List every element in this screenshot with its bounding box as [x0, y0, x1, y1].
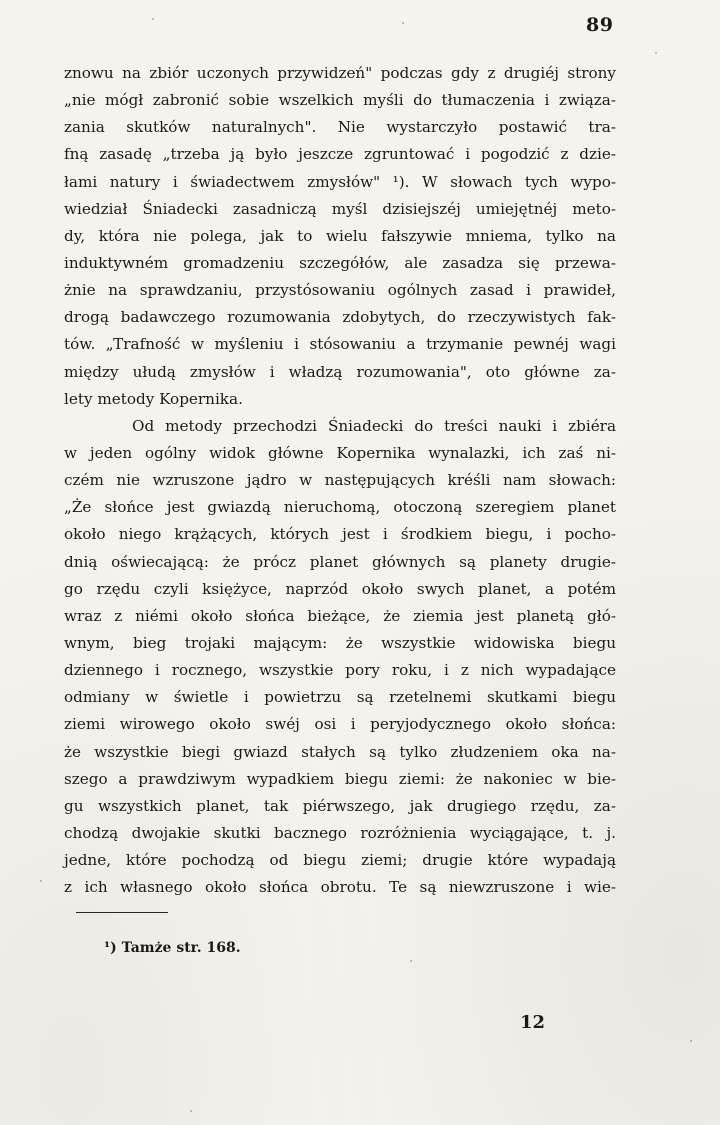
text-line: z ich własnego około słońca obrotu. Te są niewzruszone i wie- — [64, 878, 616, 897]
text-line: wraz z niémi około słońca bieżące, że ziemia jest planetą głó- — [64, 606, 616, 625]
paper-speck — [40, 880, 42, 882]
body-text — [64, 60, 616, 901]
paper-speck — [190, 1110, 192, 1112]
text-line: żnie na sprawdzaniu, przystósowaniu ogólnych zasad i prawideł, — [64, 281, 616, 300]
text-line: wnym, bieg trojaki mającym: że wszystkie widowiska biegu — [64, 633, 616, 652]
paragraph-start-line: Od metody przechodzi Śniadecki do treści nauki i zbiéra — [132, 416, 616, 435]
text-line: „Że słońce jest gwiazdą nieruchomą, otoczoną szeregiem planet — [64, 498, 616, 517]
text-line: czém nie wzruszone jądro w następujących kréśli nam słowach: — [64, 471, 616, 490]
text-line: tów. „Trafność w myśleniu i stósowaniu a trzymanie pewnéj wagi — [64, 335, 616, 354]
text-line: szego a prawdziwym wypadkiem biegu ziemi: że nakoniec w bie- — [64, 769, 616, 788]
text-line: znowu na zbiór uczonych przywidzeń" podczas gdy z drugiéj strony — [64, 64, 616, 82]
text-line: dy, która nie polega, jak to wielu fałszywie mniema, tylko na — [64, 226, 616, 245]
text-line: w jeden ogólny widok główne Kopernika wynalazki, ich zaś ni- — [64, 443, 616, 462]
text-line: odmiany w świetle i powietrzu są rzetelnemi skutkami biegu — [64, 688, 616, 707]
text-line: łami natury i świadectwem zmysłów" ¹). W słowach tych wypo- — [64, 172, 616, 191]
paper-speck — [655, 52, 657, 54]
text-line: ziemi wirowego około swéj osi i peryjodycznego około słońca: — [64, 715, 616, 734]
text-line: zania skutków naturalnych". Nie wystarczyło postawić tra- — [64, 118, 616, 137]
text-line: induktywném gromadzeniu szczegółów, ale zasadza się przewa- — [64, 253, 616, 272]
text-line: dziennego i rocznego, wszystkie pory roku, i z nich wypadające — [64, 661, 616, 680]
text-line: jedne, które pochodzą od biegu ziemi; drugie które wypadają — [64, 851, 616, 870]
footnote-divider — [76, 912, 168, 913]
text-line: między ułudą zmysłów i władzą rozumowania", oto główne za- — [64, 362, 616, 381]
paper-speck — [152, 18, 154, 20]
page-number: 89 — [586, 14, 614, 36]
text-line: drogą badawczego rozumowania zdobytych, do rzeczywistych fak- — [64, 308, 616, 327]
text-line: gu wszystkich planet, tak piérwszego, jak drugiego rzędu, za- — [64, 796, 616, 815]
signature-number: 12 — [520, 1012, 546, 1033]
paragraph-end-line: lety metody Kopernika. — [64, 389, 243, 408]
text-line: go rzędu czyli księżyce, naprzód około swych planet, a potém — [64, 579, 616, 598]
text-line: około niego krążących, których jest i środkiem biegu, i pocho- — [64, 525, 616, 544]
paper-speck — [402, 22, 404, 24]
footnote: ¹) Tamże str. 168. — [104, 940, 241, 956]
paper-speck — [410, 960, 412, 962]
text-line: że wszystkie biegi gwiazd stałych są tylko złudzeniem oka na- — [64, 742, 616, 761]
text-line: „nie mógł zabronić sobie wszelkich myśli do tłumaczenia i związa- — [64, 91, 616, 110]
text-line: chodzą dwojakie skutki bacznego rozróżnienia wyciągające, t. j. — [64, 823, 616, 842]
text-line: dnią oświecającą: że prócz planet głównych są planety drugie- — [64, 552, 616, 571]
text-line: wiedział Śniadecki zasadniczą myśl dzisiejszéj umiejętnéj meto- — [64, 199, 616, 218]
text-line: fną zasadę „trzeba ją było jeszcze zgruntować i pogodzić z dzie- — [64, 145, 616, 164]
paper-speck — [690, 1040, 692, 1042]
